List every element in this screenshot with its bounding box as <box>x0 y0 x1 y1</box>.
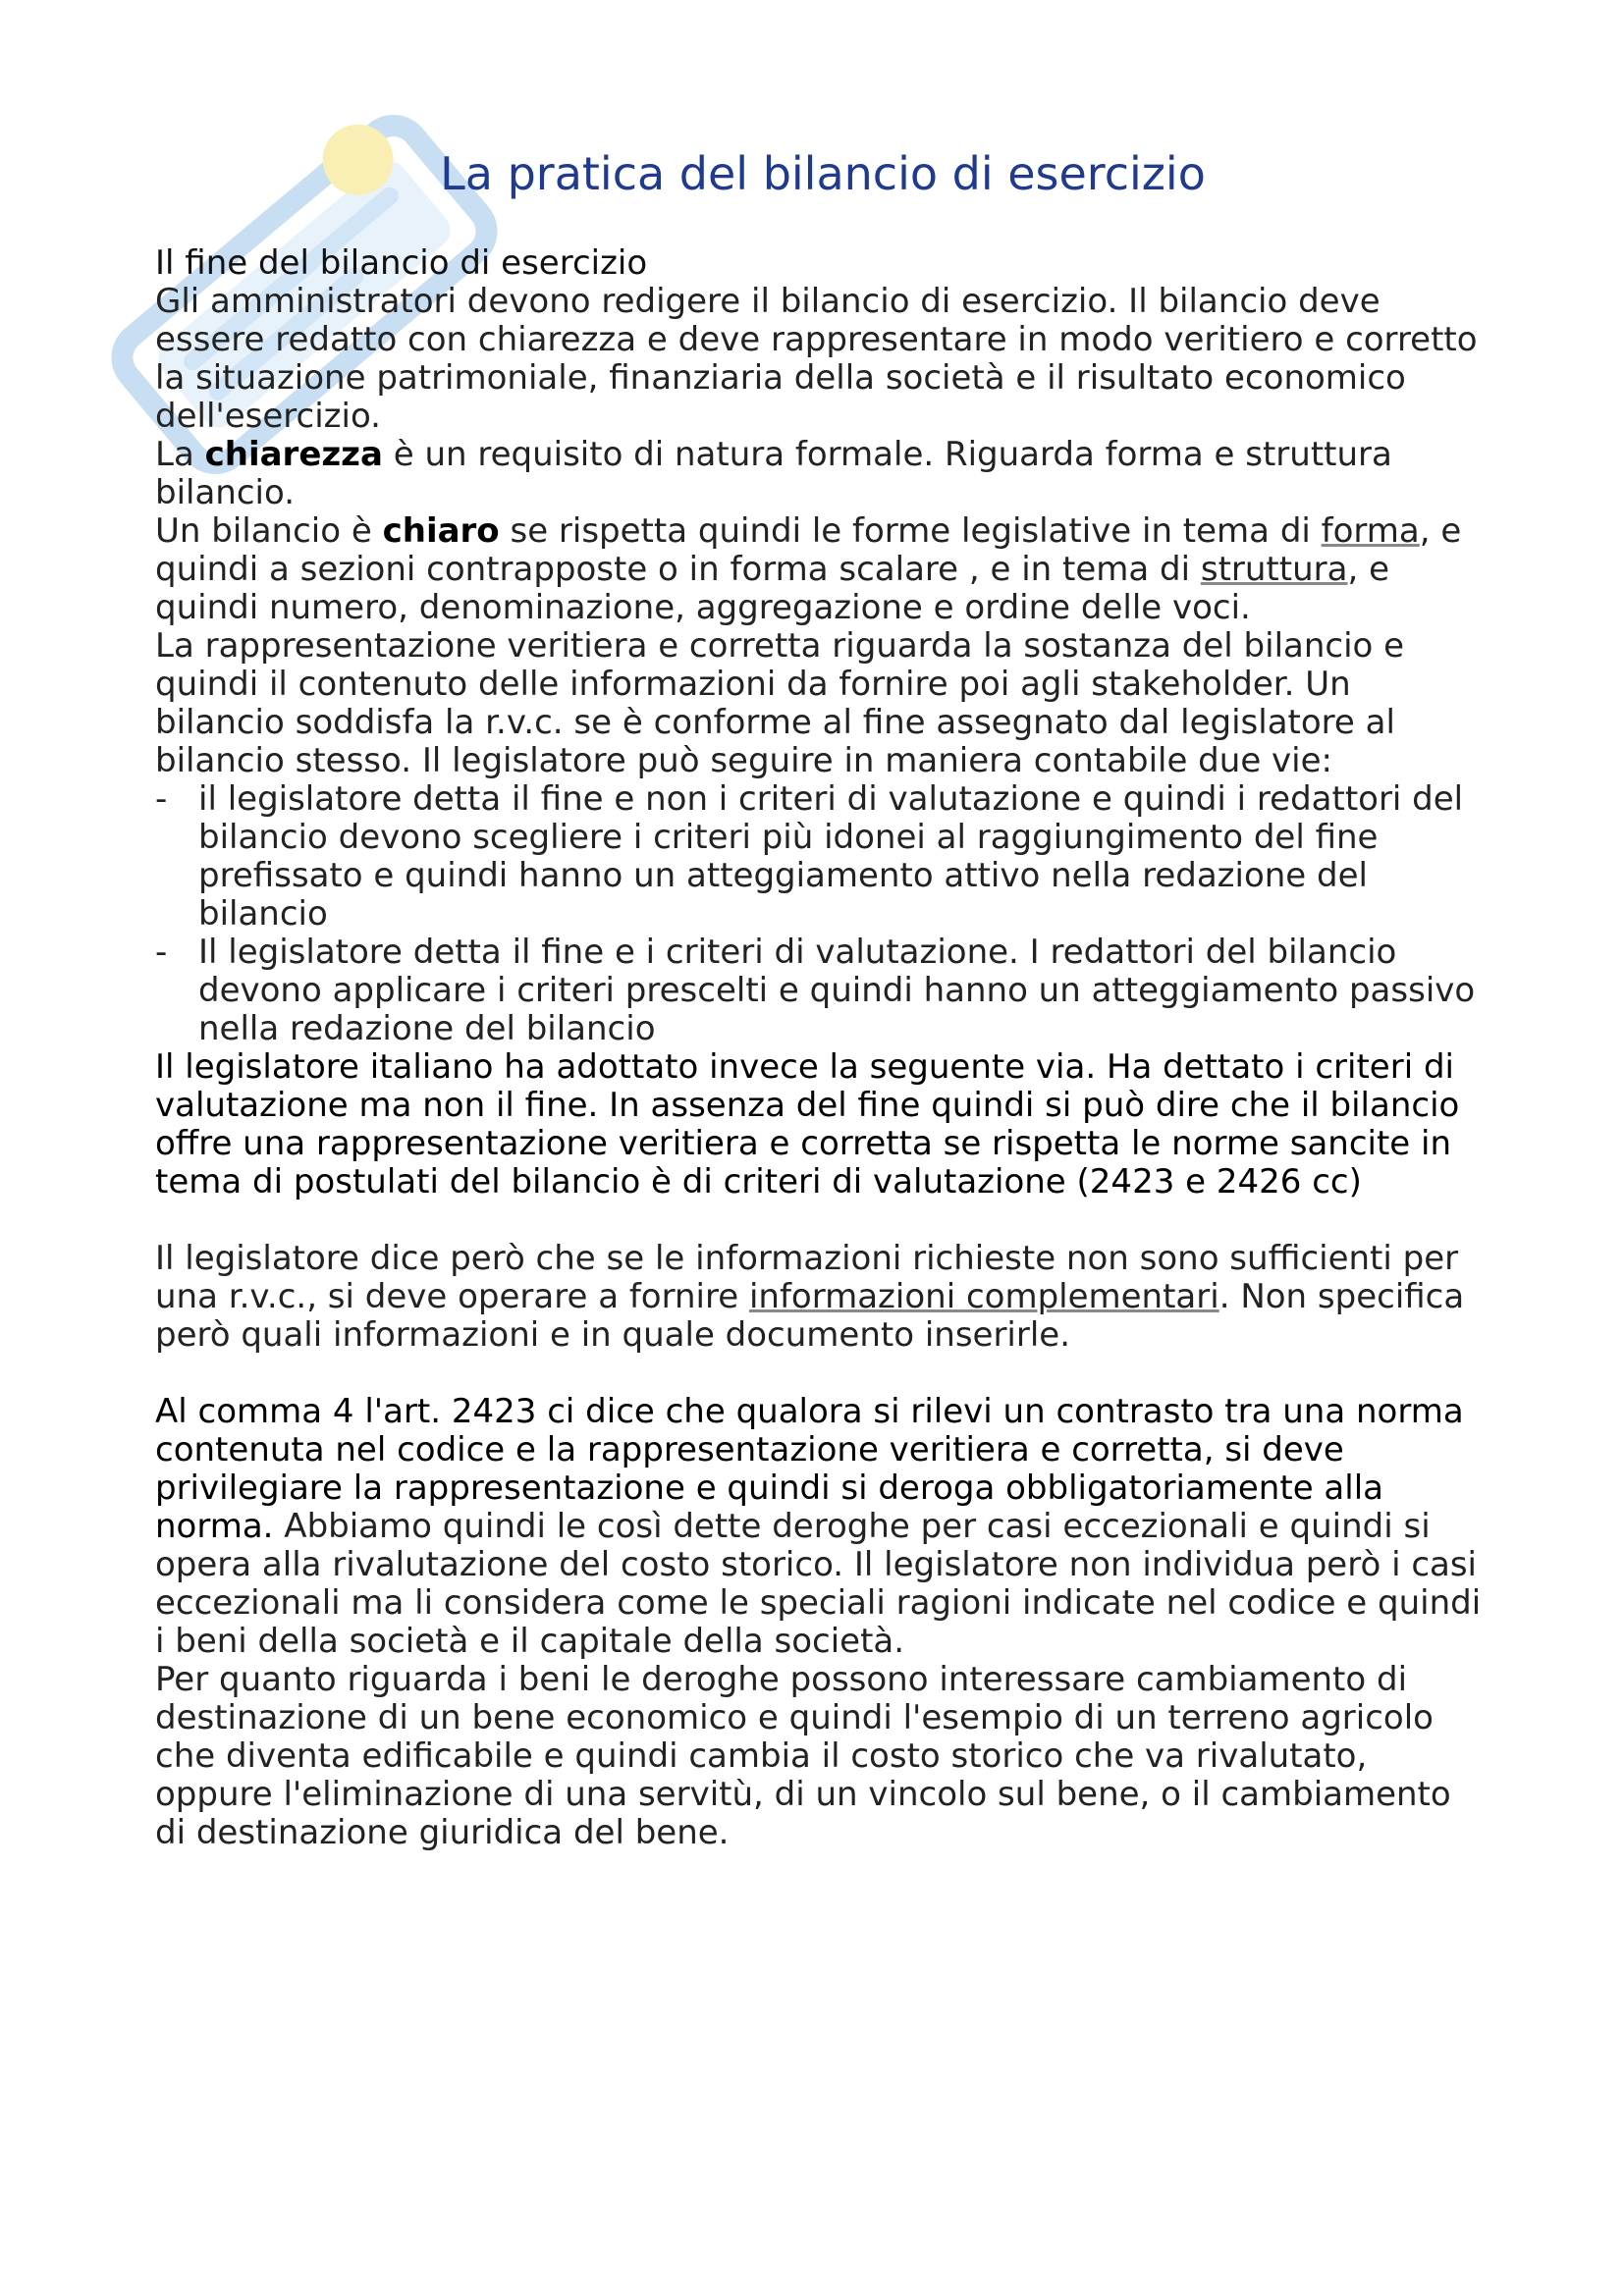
text-fragment: Il legislatore dice però che se le informazioni richieste non sono sufficienti per una r.v.c., si deve operare a fornire <box>155 1239 1459 1317</box>
paragraph-intro: Gli amministratori devono redigere il bilancio di esercizio. Il bilancio deve essere redatto con chiarezza e deve rappresentare in modo veritiero e corretto la situazione patrimoniale, finanziaria della società e il risultato economico dell'esercizio. <box>155 282 1478 437</box>
text-fragment: , e quindi numero, denominazione, aggregazione e ordine delle voci. <box>155 550 1390 628</box>
document-title: La pratica del bilancio di esercizio <box>440 147 1206 200</box>
paragraph-rvc: La rappresentazione veritiera e corretta riguarda la sostanza del bilancio e quindi il contenuto delle informazioni da fornire poi agli stakeholder. Un bilancio soddisfa la r.v.c. se è conforme al fine assegnato dal legislatore al bilancio stesso. Il legislatore può seguire in maniera contabile due vie: <box>155 626 1405 781</box>
paragraph-beni: Per quanto riguarda i beni le deroghe possono interessare cambiamento di destinazione di un bene economico e quindi l'esempio di un terreno agricolo che diventa edificabile e quindi cambia il costo storico che va rivalutato, oppure l'eliminazione di una servitù, di un vincolo sul bene, o il cambiamento di destinazione giuridica del bene. <box>155 1660 1451 1853</box>
paragraph-legislatore-italiano: Il legislatore italiano ha adottato invece la seguente via. Ha dettato i criteri di valutazione ma non il fine. In assenza del fine quindi si può dire che il bilancio offre una rappresentazione veritiera e corretta se rispetta le norme sancite in tema di postulati del bilancio è di criteri di valutazione (2423 e 2426 cc) <box>155 1047 1460 1202</box>
document-page <box>155 147 1490 1852</box>
list-item-text: Il legislatore detta il fine e i criteri di valutazione. I redattori del bilancio devono applicare i criteri prescelti e quindi hanno un atteggiamento passivo nella redazione del bilancio <box>198 933 1476 1049</box>
text-fragment: se rispetta quindi le forme legislative in tema di <box>499 511 1322 552</box>
list-item-text: il legislatore detta il fine e non i criteri di valutazione e quindi i redattori del bilancio devono scegliere i criteri più idonei al raggiungimento del fine prefissato e quindi hanno un atteggiamento attivo nella redazione del bilancio <box>198 779 1464 934</box>
link-forma[interactable]: forma <box>1321 511 1420 552</box>
list-dash: - <box>155 779 168 820</box>
ways-list <box>155 780 1490 1048</box>
paragraph-chiarezza <box>155 436 1490 512</box>
paragraph-comma-4 <box>155 1393 1490 1661</box>
paragraph-chiaro <box>155 512 1490 627</box>
text-fragment: . Non specifica però quali informazioni e in quale documento inserirle. <box>155 1277 1465 1356</box>
list-dash: - <box>155 933 168 973</box>
link-struttura[interactable]: struttura <box>1200 550 1348 590</box>
term-chiarezza: chiarezza <box>204 435 383 475</box>
text-fragment: La <box>155 435 205 475</box>
list-item <box>155 934 1490 1048</box>
list-item <box>155 780 1490 934</box>
text-fragment: , e quindi a sezioni contrapposte o in forma scalare , e in tema di <box>155 511 1462 590</box>
comma-4-lead: Al comma 4 l'art. 2423 ci dice che qualora si rilevi un contrasto tra una norma contenuta nel codice e la rappresentazione veritiera e corretta, si deve privilegiare la rappresentazione e quindi si deroga obbligatoriamente alla norma. <box>155 1392 1464 1547</box>
term-chiaro: chiaro <box>382 511 500 552</box>
paragraph-spacer <box>155 1355 1490 1393</box>
text-fragment: Abbiamo quindi le così dette deroghe per casi eccezionali e quindi si opera alla rivalutazione del costo storico. Il legislatore non individua però i casi eccezionali ma li considera come le speciali ragioni indicate nel codice e quindi i beni della società e il capitale della società. <box>155 1507 1482 1662</box>
paragraph-informazioni <box>155 1240 1490 1355</box>
link-informazioni-complementari[interactable]: informazioni complementari <box>748 1277 1219 1317</box>
section-heading: Il fine del bilancio di esercizio <box>155 243 648 284</box>
paragraph-spacer <box>155 1201 1490 1240</box>
text-fragment: è un requisito di natura formale. Riguarda forma e struttura bilancio. <box>155 435 1392 513</box>
text-fragment: Un bilancio è <box>155 511 383 552</box>
